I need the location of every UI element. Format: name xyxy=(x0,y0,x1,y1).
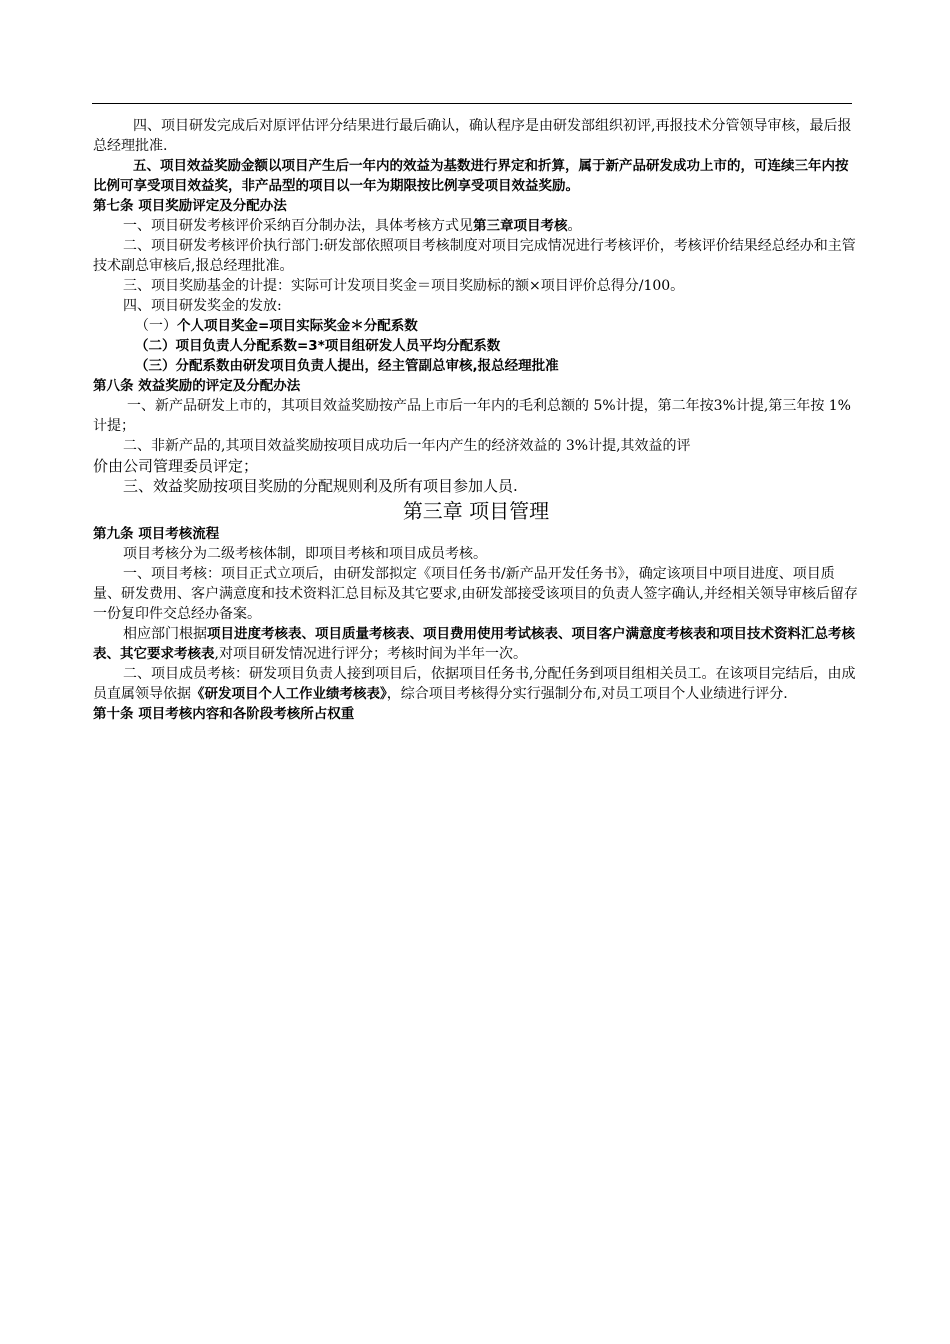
chapter-3-title: 第三章 项目管理 xyxy=(402,499,550,523)
article-7-item-4: 四、项目研发奖金的发放: xyxy=(123,298,282,314)
article-7-subitem-1: （一）个人项目奖金=项目实际奖金＊分配系数 xyxy=(135,318,418,334)
article-7-item-2: 二、项目研发考核评价执行部门:研发部依照项目考核制度对项目完成情况进行考核评价，考核评价结果经总经办和主管技术副总审核后,报总经理批准。 xyxy=(93,238,856,274)
article-9-intro: 项目考核分为二级考核体制，即项目考核和项目成员考核。 xyxy=(123,546,487,562)
article-7-item-1: 一、项目研发考核评价采纳百分制办法，具体考核方式见第三章项目考核。 xyxy=(123,218,582,234)
article-8-item-3: 三、效益奖励按项目奖励的分配规则利及所有项目参加人员. xyxy=(123,477,518,495)
document-body xyxy=(93,116,859,724)
article-8-item-2a: 二、非新产品的,其项目效益奖励按项目成功后一年内产生的经济效益的 3%计提,其效益的评 xyxy=(123,438,691,454)
header-rule xyxy=(92,103,852,104)
article-7-subitem-2: （二）项目负责人分配系数=3*项目组研发人员平均分配系数 xyxy=(135,338,501,354)
paragraph-final-confirmation: 四、项目研发完成后对原评估评分结果进行最后确认，确认程序是由研发部组织初评,再报技术分管领导审核，最后报总经理批准. xyxy=(93,118,852,154)
article-7-item-3: 三、项目奖励基金的计提：实际可计发项目奖金＝项目奖励标的额×项目评价总得分/100。 xyxy=(123,278,685,294)
article-9-item-1-continued: 相应部门根据项目进度考核表、项目质量考核表、项目费用使用考试核表、项目客户满意度考核表和项目技术资料汇总考核表、其它要求考核表,对项目研发情况进行评分；考核时间为半年一次。 xyxy=(93,626,855,662)
article-7-subitem-3: （三）分配系数由研发项目负责人提出，经主管副总审核,报总经理批准 xyxy=(135,358,559,374)
article-8-item-2b: 价由公司管理委员评定； xyxy=(93,457,259,475)
article-7-heading: 第七条 项目奖励评定及分配办法 xyxy=(93,198,287,214)
article-9-item-2: 二、项目成员考核：研发项目负责人接到项目后，依据项目任务书,分配任务到项目组相关员工。在该项目完结后，由成员直属领导依据《研发项目个人工作业绩考核表》，综合项目考核得分实行强制分布,对员工项目个人业绩进行评分. xyxy=(93,666,856,702)
article-10-heading: 第十条 项目考核内容和各阶段考核所占权重 xyxy=(93,706,355,722)
article-8-item-1: 一、新产品研发上市的，其项目效益奖励按产品上市后一年内的毛利总额的 5%计提，第二年按3%计提,第三年按 1%计提； xyxy=(93,398,851,434)
article-9-heading: 第九条 项目考核流程 xyxy=(93,526,220,542)
article-8-heading: 第八条 效益奖励的评定及分配办法 xyxy=(93,378,301,394)
paragraph-benefit-reward: 五、项目效益奖励金额以项目产生后一年内的效益为基数进行界定和折算，属于新产品研发成功上市的，可连续三年内按比例可享受项目效益奖，非产品型的项目以一年为期限按比例享受项目效益奖励。 xyxy=(93,158,849,194)
article-9-item-1: 一、项目考核：项目正式立项后，由研发部拟定《项目任务书/新产品开发任务书》，确定该项目中项目进度、项目质量、研发费用、客户满意度和技术资料汇总目标及其它要求,由研发部接受该项目的负责人签字确认,并经相关领导审核后留存一份复印件交总经办备案。 xyxy=(93,566,858,622)
